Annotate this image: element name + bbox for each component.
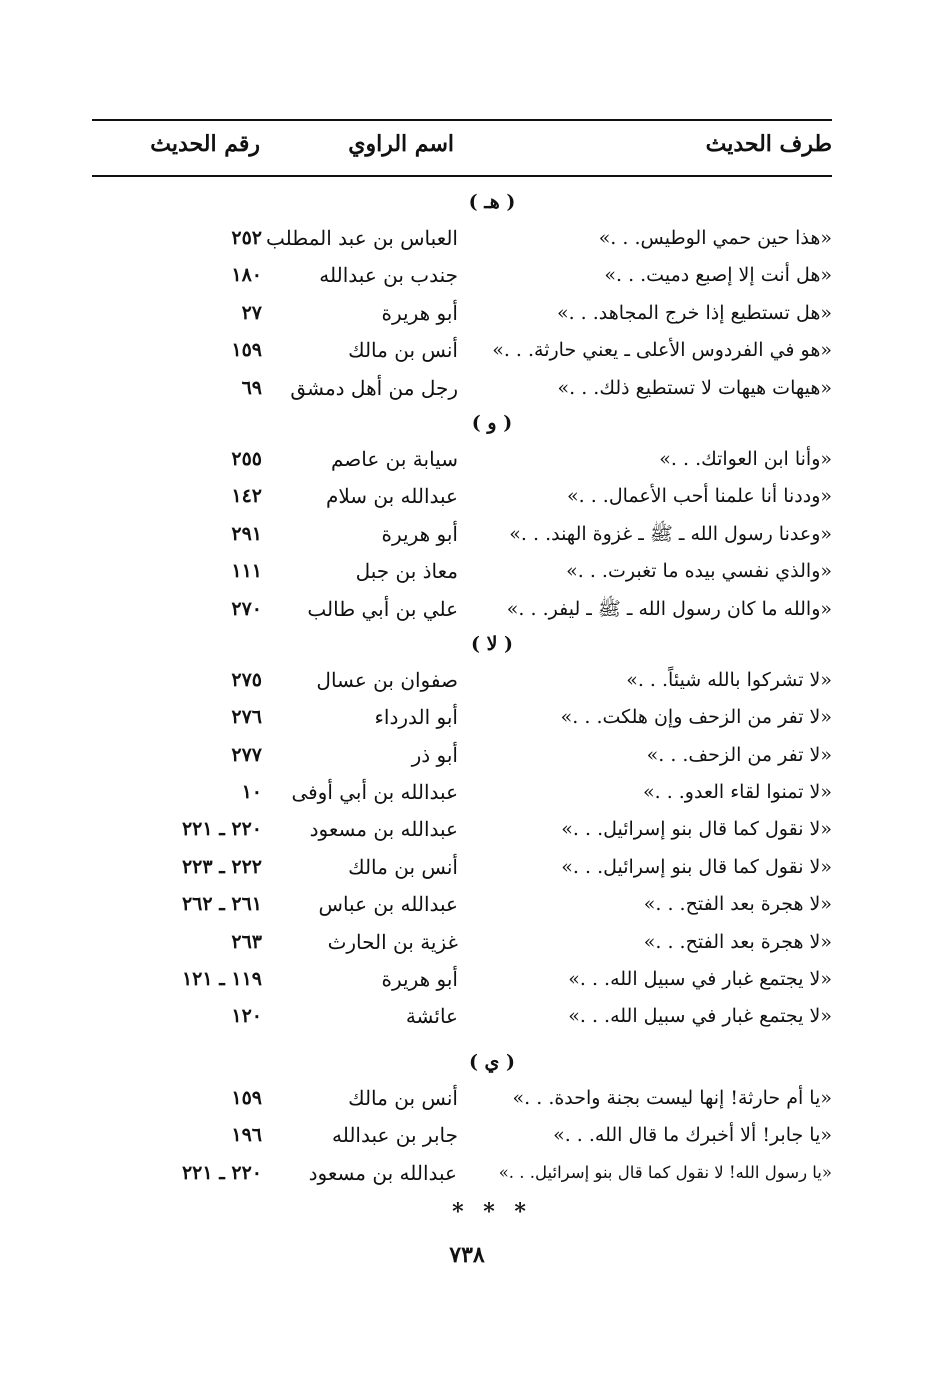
section-title-la: ( لا ) bbox=[470, 632, 514, 655]
hadith-excerpt: «وعدنا رسول الله ـ ﷺ ـ غزوة الهند. . .» bbox=[509, 522, 832, 545]
index-row bbox=[92, 700, 832, 737]
hadith-excerpt: «يا أم حارثة! إنها ليست بجنة واحدة. . .» bbox=[512, 1086, 832, 1109]
hadith-number: ١١١ bbox=[231, 560, 262, 583]
hadith-number: ١١٩ ـ ١٢١ bbox=[181, 968, 262, 991]
header-bottom-rule bbox=[92, 175, 832, 177]
section-title-ya: ( ي ) bbox=[468, 1050, 516, 1073]
hadith-number: ١٩٦ bbox=[231, 1124, 262, 1147]
narrator-name: صفوان بن عسال bbox=[316, 667, 458, 692]
hadith-excerpt: «لا يجتمع غبار في سبيل الله. . .» bbox=[568, 1005, 832, 1028]
narrator-name: أبو الدرداء bbox=[374, 705, 458, 730]
index-row bbox=[92, 962, 832, 999]
header-hadith-excerpt: طرف الحديث bbox=[705, 131, 832, 157]
index-row bbox=[92, 258, 832, 295]
hadith-excerpt: «هذا حين حمي الوطيس. . .» bbox=[598, 227, 832, 249]
hadith-number: ٢٦١ ـ ٢٦٢ bbox=[181, 893, 262, 916]
hadith-excerpt: «وددنا أنا علمنا أحب الأعمال. . .» bbox=[567, 485, 832, 508]
index-row bbox=[92, 371, 832, 408]
index-row bbox=[92, 1118, 832, 1155]
hadith-excerpt: «لا تفر من الزحف. . .» bbox=[646, 743, 832, 766]
narrator-name: أبو هريرة bbox=[381, 967, 458, 992]
index-row bbox=[92, 1156, 832, 1193]
index-row bbox=[92, 925, 832, 962]
hadith-number: ٢٧٧ bbox=[231, 743, 262, 766]
hadith-number: ٢٦٣ bbox=[231, 930, 262, 953]
index-row bbox=[92, 887, 832, 924]
hadith-excerpt: «لا هجرة بعد الفتح. . .» bbox=[643, 930, 832, 953]
hadith-number: ٢٧ bbox=[241, 301, 262, 324]
narrator-name: أبو هريرة bbox=[381, 300, 458, 325]
hadith-number: ٢٥٢ bbox=[231, 227, 262, 249]
hadith-excerpt: «يا جابر! ألا أخبرك ما قال الله. . .» bbox=[553, 1124, 832, 1147]
narrator-name: العباس بن عبد المطلب bbox=[265, 226, 458, 250]
narrator-name: جابر بن عبدالله bbox=[331, 1123, 458, 1148]
narrator-name: أنس بن مالك bbox=[348, 854, 458, 879]
narrator-name: أبو ذر bbox=[411, 742, 458, 767]
index-row bbox=[92, 1081, 832, 1118]
hadith-excerpt: «هيهات هيهات لا تستطيع ذلك. . .» bbox=[557, 376, 832, 399]
header-narrator-name: اسم الراوي bbox=[348, 131, 454, 157]
page-number: ٧٣٨ bbox=[449, 1242, 485, 1268]
narrator-name: علي بن أبي طالب bbox=[307, 596, 458, 621]
index-row bbox=[92, 999, 832, 1036]
narrator-name: جندب بن عبدالله bbox=[319, 263, 458, 288]
hadith-excerpt: «لا هجرة بعد الفتح. . .» bbox=[643, 893, 832, 916]
hadith-excerpt: «لا نقول كما قال بنو إسرائيل. . .» bbox=[561, 818, 832, 841]
index-body bbox=[92, 187, 832, 1225]
index-row bbox=[92, 554, 832, 591]
hadith-number: ١٠ bbox=[241, 781, 262, 804]
hadith-number: ٢٢٠ ـ ٢٢١ bbox=[181, 1161, 262, 1184]
narrator-name: سيابة بن عاصم bbox=[330, 446, 458, 471]
header-top-rule bbox=[92, 119, 832, 121]
narrator-name: معاذ بن جبل bbox=[355, 559, 458, 584]
narrator-name: رجل من أهل دمشق bbox=[290, 375, 458, 400]
hadith-number: ٦٩ bbox=[241, 376, 262, 399]
index-row bbox=[92, 812, 832, 849]
index-row bbox=[92, 850, 832, 887]
hadith-excerpt: «والذي نفسي بيده ما تغبرت. . .» bbox=[566, 560, 832, 583]
hadith-excerpt: «هو في الفردوس الأعلى ـ يعني حارثة. . .» bbox=[492, 339, 832, 362]
index-row bbox=[92, 442, 832, 479]
hadith-number: ١٥٩ bbox=[231, 1086, 262, 1109]
hadith-excerpt: «والله ما كان رسول الله ـ ﷺ ـ ليفر. . .» bbox=[506, 597, 832, 620]
hadith-number: ٢٩١ bbox=[231, 522, 262, 545]
hadith-number: ٢٢٠ ـ ٢٢١ bbox=[181, 818, 262, 841]
hadith-number: ٢٧٦ bbox=[231, 706, 262, 729]
hadith-excerpt: «لا يجتمع غبار في سبيل الله. . .» bbox=[568, 968, 832, 991]
hadith-excerpt: «لا تمنوا لقاء العدو. . .» bbox=[642, 781, 832, 804]
narrator-name: غزية بن الحارث bbox=[327, 929, 458, 954]
hadith-excerpt: «هل أنت إلا إصبع دميت. . .» bbox=[604, 264, 832, 287]
index-row bbox=[92, 296, 832, 333]
hadith-excerpt: «لا تشركوا بالله شيئاً. . .» bbox=[626, 668, 832, 691]
index-row bbox=[92, 333, 832, 370]
index-row bbox=[92, 775, 832, 812]
hadith-excerpt: «وأنا ابن العواتك. . .» bbox=[659, 447, 832, 470]
index-row bbox=[92, 663, 832, 700]
narrator-name: عبدالله بن عباس bbox=[318, 892, 458, 917]
hadith-excerpt: «يا رسول الله! لا نقول كما قال بنو إسرائيل. . .» bbox=[498, 1162, 832, 1182]
table-header bbox=[92, 127, 832, 167]
hadith-number: ١٤٢ bbox=[231, 485, 262, 508]
hadith-number: ٢٥٥ bbox=[231, 447, 262, 470]
hadith-number: ١٥٩ bbox=[231, 339, 262, 362]
hadith-number: ٢٧٠ bbox=[231, 597, 262, 620]
hadith-number: ٢٧٥ bbox=[231, 668, 262, 691]
section-title-ha: ( هـ ) bbox=[468, 191, 516, 213]
index-row bbox=[92, 221, 832, 258]
index-row bbox=[92, 592, 832, 629]
header-hadith-number: رقم الحديث bbox=[150, 131, 260, 157]
narrator-name: عبدالله بن أبي أوفى bbox=[291, 780, 458, 805]
narrator-name: عائشة bbox=[405, 1004, 458, 1029]
narrator-name: أنس بن مالك bbox=[348, 338, 458, 363]
hadith-excerpt: «لا نقول كما قال بنو إسرائيل. . .» bbox=[561, 855, 832, 878]
narrator-name: أبو هريرة bbox=[381, 521, 458, 546]
hadith-number: ١٨٠ bbox=[231, 264, 262, 287]
section-title-waw: ( و ) bbox=[471, 411, 513, 434]
narrator-name: عبدالله بن مسعود bbox=[309, 817, 458, 842]
index-row bbox=[92, 479, 832, 516]
hadith-excerpt: «هل تستطيع إذا خرج المجاهد. . .» bbox=[556, 301, 832, 324]
index-row bbox=[92, 517, 832, 554]
hadith-excerpt: «لا تفر من الزحف وإن هلكت. . .» bbox=[560, 706, 832, 729]
narrator-name: عبدالله بن مسعود bbox=[308, 1160, 457, 1185]
narrator-name: أنس بن مالك bbox=[348, 1085, 458, 1110]
narrator-name: عبدالله بن سلام bbox=[325, 484, 458, 509]
section-end-stars: * * * bbox=[452, 1198, 532, 1225]
hadith-number: ٢٢٢ ـ ٢٢٣ bbox=[181, 855, 262, 878]
index-row bbox=[92, 738, 832, 775]
hadith-number: ١٢٠ bbox=[231, 1005, 262, 1028]
